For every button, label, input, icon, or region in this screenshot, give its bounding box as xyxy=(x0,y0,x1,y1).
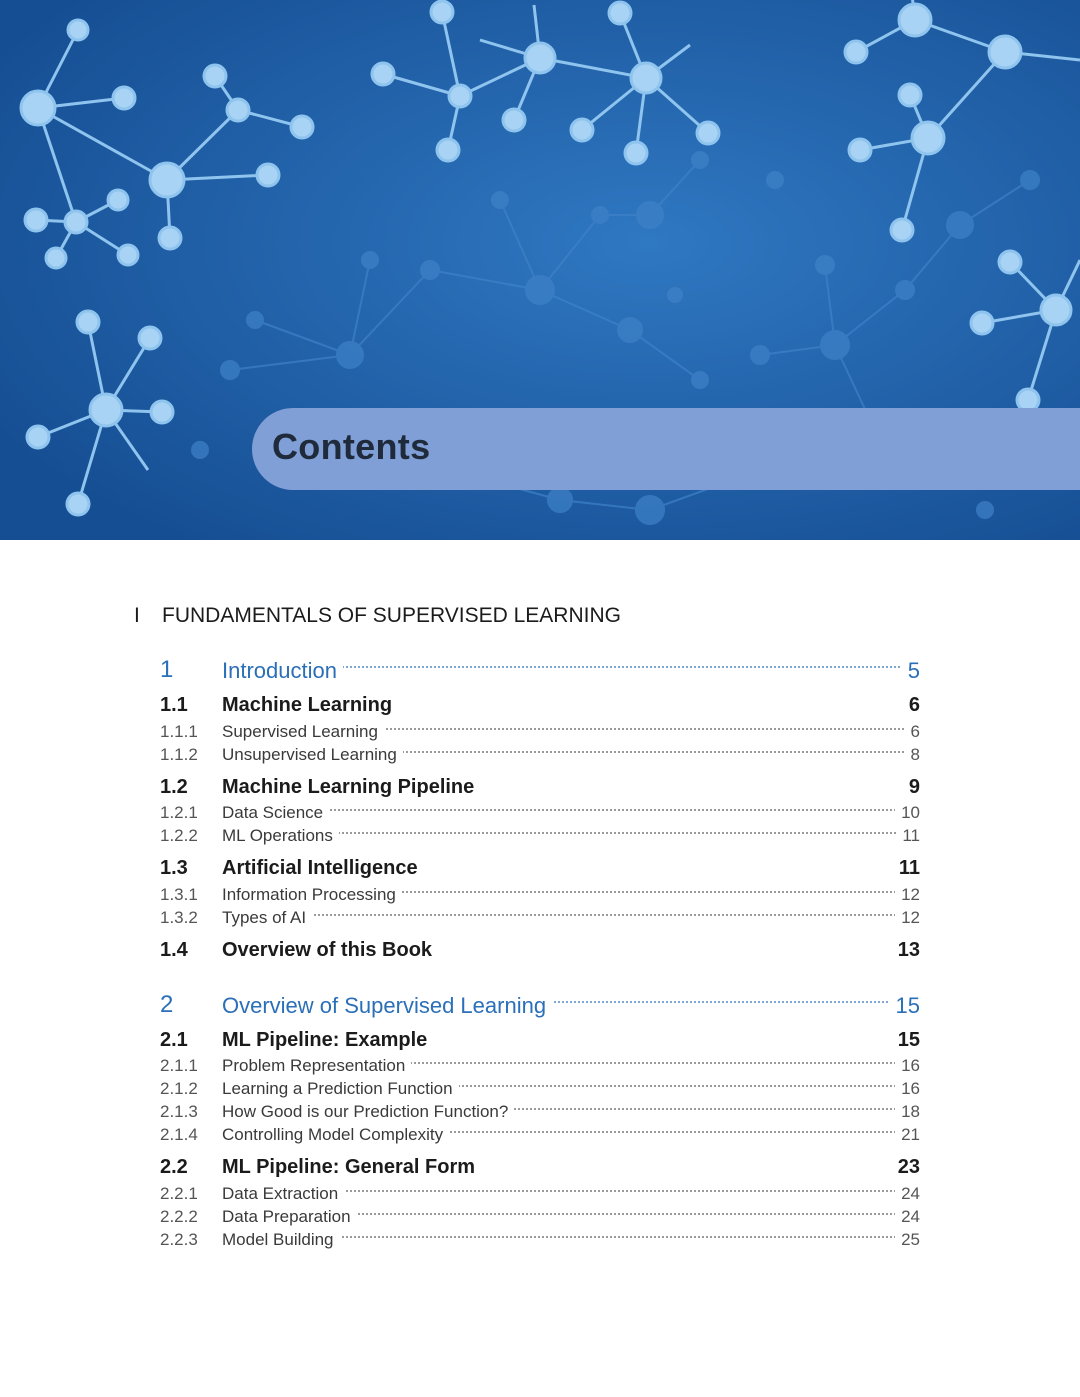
section-page: 9 xyxy=(908,776,920,798)
part-number: I xyxy=(134,604,140,627)
subsection-title[interactable]: Data Preparation xyxy=(222,1207,357,1227)
subsection-page: 11 xyxy=(896,826,920,846)
toc-subsection[interactable] xyxy=(160,1125,920,1147)
section-page: 11 xyxy=(898,857,920,879)
subsection-number: 2.1.1 xyxy=(160,1056,198,1075)
toc-chapter-1[interactable] xyxy=(160,656,920,686)
subsection-title[interactable]: ML Operations xyxy=(222,826,339,846)
section-title[interactable]: Machine Learning Pipeline xyxy=(222,776,475,798)
subsection-title[interactable]: Types of AI xyxy=(222,908,312,928)
header-banner xyxy=(0,0,1080,540)
section-number: 1.4 xyxy=(160,939,188,961)
dot-leader xyxy=(222,914,920,916)
subsection-number: 1.2.1 xyxy=(160,803,198,822)
section-number: 1.3 xyxy=(160,857,188,879)
subsection-page: 25 xyxy=(895,1230,920,1250)
toc-subsection[interactable] xyxy=(160,1079,920,1101)
section-page: 15 xyxy=(897,1029,920,1051)
subsection-page: 6 xyxy=(905,722,920,742)
subsection-number: 1.3.2 xyxy=(160,908,198,927)
section-number: 2.1 xyxy=(160,1029,188,1051)
subsection-title[interactable]: Data Extraction xyxy=(222,1184,344,1204)
subsection-page: 10 xyxy=(895,803,920,823)
subsection-page: 16 xyxy=(895,1056,920,1076)
chapter-page: 5 xyxy=(902,658,920,684)
subsection-number: 1.3.1 xyxy=(160,885,198,904)
section-number: 2.2 xyxy=(160,1156,188,1178)
subsection-page: 12 xyxy=(895,908,920,928)
toc-subsection[interactable] xyxy=(160,885,920,907)
subsection-number: 2.2.1 xyxy=(160,1184,198,1203)
toc-section[interactable] xyxy=(160,776,920,802)
subsection-page: 24 xyxy=(895,1207,920,1227)
subsection-title[interactable]: How Good is our Prediction Function? xyxy=(222,1102,514,1122)
subsection-page: 21 xyxy=(895,1125,920,1145)
subsection-page: 12 xyxy=(895,885,920,905)
section-page: 6 xyxy=(908,694,920,716)
page-title: Contents xyxy=(272,426,431,467)
subsection-title[interactable]: Controlling Model Complexity xyxy=(222,1125,449,1145)
chapter-title[interactable]: Introduction xyxy=(222,658,343,684)
subsection-number: 2.1.3 xyxy=(160,1102,198,1121)
section-title[interactable]: Artificial Intelligence xyxy=(222,857,418,879)
section-title[interactable]: ML Pipeline: Example xyxy=(222,1029,428,1051)
toc-subsection[interactable] xyxy=(160,826,920,848)
subsection-number: 2.1.4 xyxy=(160,1125,198,1144)
subsection-number: 1.2.2 xyxy=(160,826,198,845)
subsection-number: 2.2.3 xyxy=(160,1230,198,1249)
subsection-title[interactable]: Supervised Learning xyxy=(222,722,384,742)
toc-section[interactable] xyxy=(160,1156,920,1182)
toc-subsection[interactable] xyxy=(160,1207,920,1229)
chapter-page: 15 xyxy=(890,993,920,1019)
chapter-number: 1 xyxy=(160,656,174,683)
subsection-page: 24 xyxy=(895,1184,920,1204)
chapter-number: 2 xyxy=(160,991,174,1018)
section-number: 1.1 xyxy=(160,694,188,716)
section-number: 1.2 xyxy=(160,776,188,798)
toc-section[interactable] xyxy=(160,857,920,883)
section-title[interactable]: Machine Learning xyxy=(222,694,393,716)
section-title[interactable]: Overview of this Book xyxy=(222,939,433,961)
subsection-page: 8 xyxy=(905,745,920,765)
toc-subsection[interactable] xyxy=(160,908,920,930)
subsection-title[interactable]: Problem Representation xyxy=(222,1056,411,1076)
subsection-title[interactable]: Data Science xyxy=(222,803,329,823)
subsection-title[interactable]: Learning a Prediction Function xyxy=(222,1079,459,1099)
subsection-page: 18 xyxy=(895,1102,920,1122)
subsection-number: 2.1.2 xyxy=(160,1079,198,1098)
chapter-title[interactable]: Overview of Supervised Learning xyxy=(222,993,552,1019)
toc-subsection[interactable] xyxy=(160,1056,920,1078)
toc-subsection[interactable] xyxy=(160,803,920,825)
subsection-title[interactable]: Model Building xyxy=(222,1230,340,1250)
title-bar xyxy=(252,408,1080,490)
subsection-number: 1.1.1 xyxy=(160,722,198,741)
section-page: 23 xyxy=(897,1156,920,1178)
toc-subsection[interactable] xyxy=(160,1230,920,1252)
subsection-title[interactable]: Information Processing xyxy=(222,885,402,905)
part-title: FUNDAMENTALS OF SUPERVISED LEARNING xyxy=(162,604,621,627)
toc-subsection[interactable] xyxy=(160,1102,920,1124)
toc-subsection[interactable] xyxy=(160,722,920,744)
toc-section[interactable] xyxy=(160,939,920,965)
toc-section[interactable] xyxy=(160,1029,920,1055)
subsection-number: 1.1.2 xyxy=(160,745,198,764)
toc-section[interactable] xyxy=(160,694,920,720)
subsection-number: 2.2.2 xyxy=(160,1207,198,1226)
section-page: 13 xyxy=(897,939,920,961)
toc-subsection[interactable] xyxy=(160,1184,920,1206)
section-title[interactable]: ML Pipeline: General Form xyxy=(222,1156,476,1178)
subsection-title[interactable]: Unsupervised Learning xyxy=(222,745,403,765)
toc-subsection[interactable] xyxy=(160,745,920,767)
toc-chapter-2[interactable] xyxy=(160,991,920,1021)
subsection-page: 16 xyxy=(895,1079,920,1099)
